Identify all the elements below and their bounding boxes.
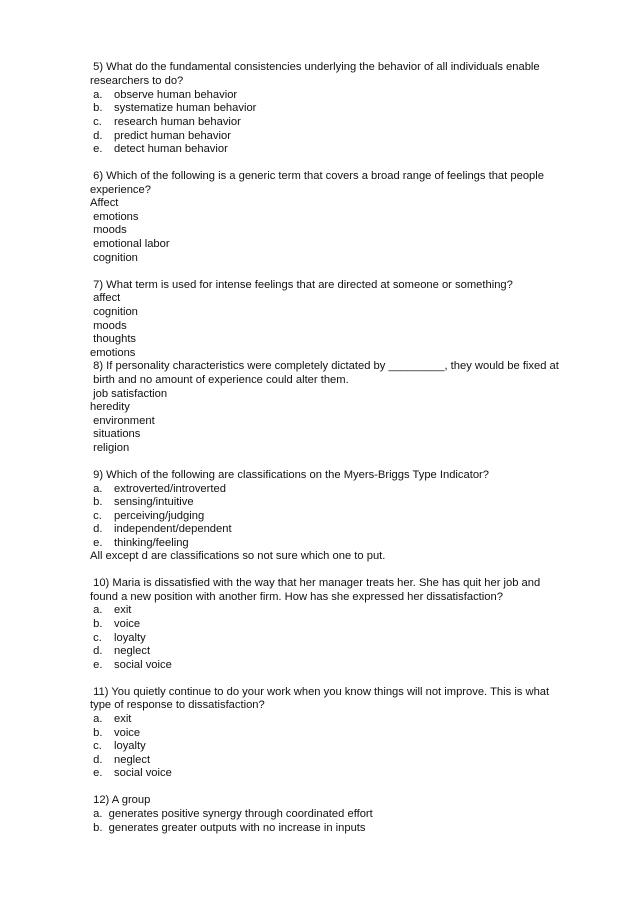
question-11-option-e: e. social voice	[90, 767, 172, 779]
question-10-option-a: a. exit	[90, 604, 132, 616]
question-11-option-d: d. neglect	[90, 754, 151, 766]
question-9-option-e: e. thinking/feeling	[90, 537, 189, 549]
question-8-stem: 8) If personality characteristics were completely dictated by _________, they would be fixed at	[90, 360, 559, 372]
question-9-option-a: a. extroverted/introverted	[90, 483, 226, 495]
question-6-option: emotional labor	[90, 238, 170, 250]
question-9-option-d: d. independent/dependent	[90, 523, 232, 535]
question-8-option: environment	[90, 415, 155, 427]
question-8-option: religion	[90, 442, 130, 454]
question-5-option-c: c. research human behavior	[90, 116, 241, 128]
question-9-option-c: c. perceiving/judging	[90, 510, 205, 522]
question-11-option-a: a. exit	[90, 713, 132, 725]
question-11-stem: 11) You quietly continue to do your work when you know things will not improve. This is what	[90, 686, 550, 698]
question-5-option-a: a. observe human behavior	[90, 89, 238, 101]
question-5-stem-cont: researchers to do?	[90, 75, 184, 87]
question-5-option-d: d. predict human behavior	[90, 130, 231, 142]
question-5-option-b: b. systematize human behavior	[90, 102, 257, 114]
question-7-option: emotions	[90, 347, 136, 359]
question-8-stem-cont: birth and no amount of experience could alter them.	[90, 374, 349, 386]
question-12-option-a: a. generates positive synergy through coordinated effort	[90, 808, 373, 820]
question-12-stem: 12) A group	[90, 794, 151, 806]
question-9-option-b: b. sensing/intuitive	[90, 496, 194, 508]
question-5-option-e: e. detect human behavior	[90, 143, 228, 155]
question-9-stem: 9) Which of the following are classifications on the Myers-Briggs Type Indicator?	[90, 469, 489, 481]
question-12-option-b: b. generates greater outputs with no increase in inputs	[90, 822, 366, 834]
question-6-option: moods	[90, 224, 127, 236]
question-10-option-b: b. voice	[90, 618, 141, 630]
question-11-option-b: b. voice	[90, 727, 141, 739]
question-10-stem: 10) Maria is dissatisfied with the way that her manager treats her. She has quit her job and	[90, 577, 541, 589]
question-7-option: moods	[90, 320, 127, 332]
question-9-note: All except d are classifications so not sure which one to put.	[90, 550, 386, 562]
question-7-option: affect	[90, 292, 121, 304]
question-11-option-c: c. loyalty	[90, 740, 146, 752]
question-8-option: job satisfaction	[90, 388, 168, 400]
question-11-stem-cont: type of response to dissatisfaction?	[90, 699, 265, 711]
question-5-stem: 5) What do the fundamental consistencies underlying the behavior of all individuals enable	[90, 61, 540, 73]
question-6-option: cognition	[90, 252, 138, 264]
question-10-option-e: e. social voice	[90, 659, 172, 671]
question-6-stem-cont: experience?	[90, 184, 151, 196]
question-7-option: thoughts	[90, 333, 137, 345]
question-10-option-d: d. neglect	[90, 645, 151, 657]
question-7-stem: 7) What term is used for intense feelings that are directed at someone or something?	[90, 279, 513, 291]
question-10-option-c: c. loyalty	[90, 632, 146, 644]
question-8-option: situations	[90, 428, 141, 440]
question-6-stem: 6) Which of the following is a generic term that covers a broad range of feelings that people	[90, 170, 544, 182]
question-6-option: emotions	[90, 211, 139, 223]
question-7-option: cognition	[90, 306, 138, 318]
question-6-option: Affect	[90, 197, 119, 209]
question-8-option: heredity	[90, 401, 130, 413]
question-10-stem-cont: found a new position with another firm. How has she expressed her dissatisfaction?	[90, 591, 503, 603]
